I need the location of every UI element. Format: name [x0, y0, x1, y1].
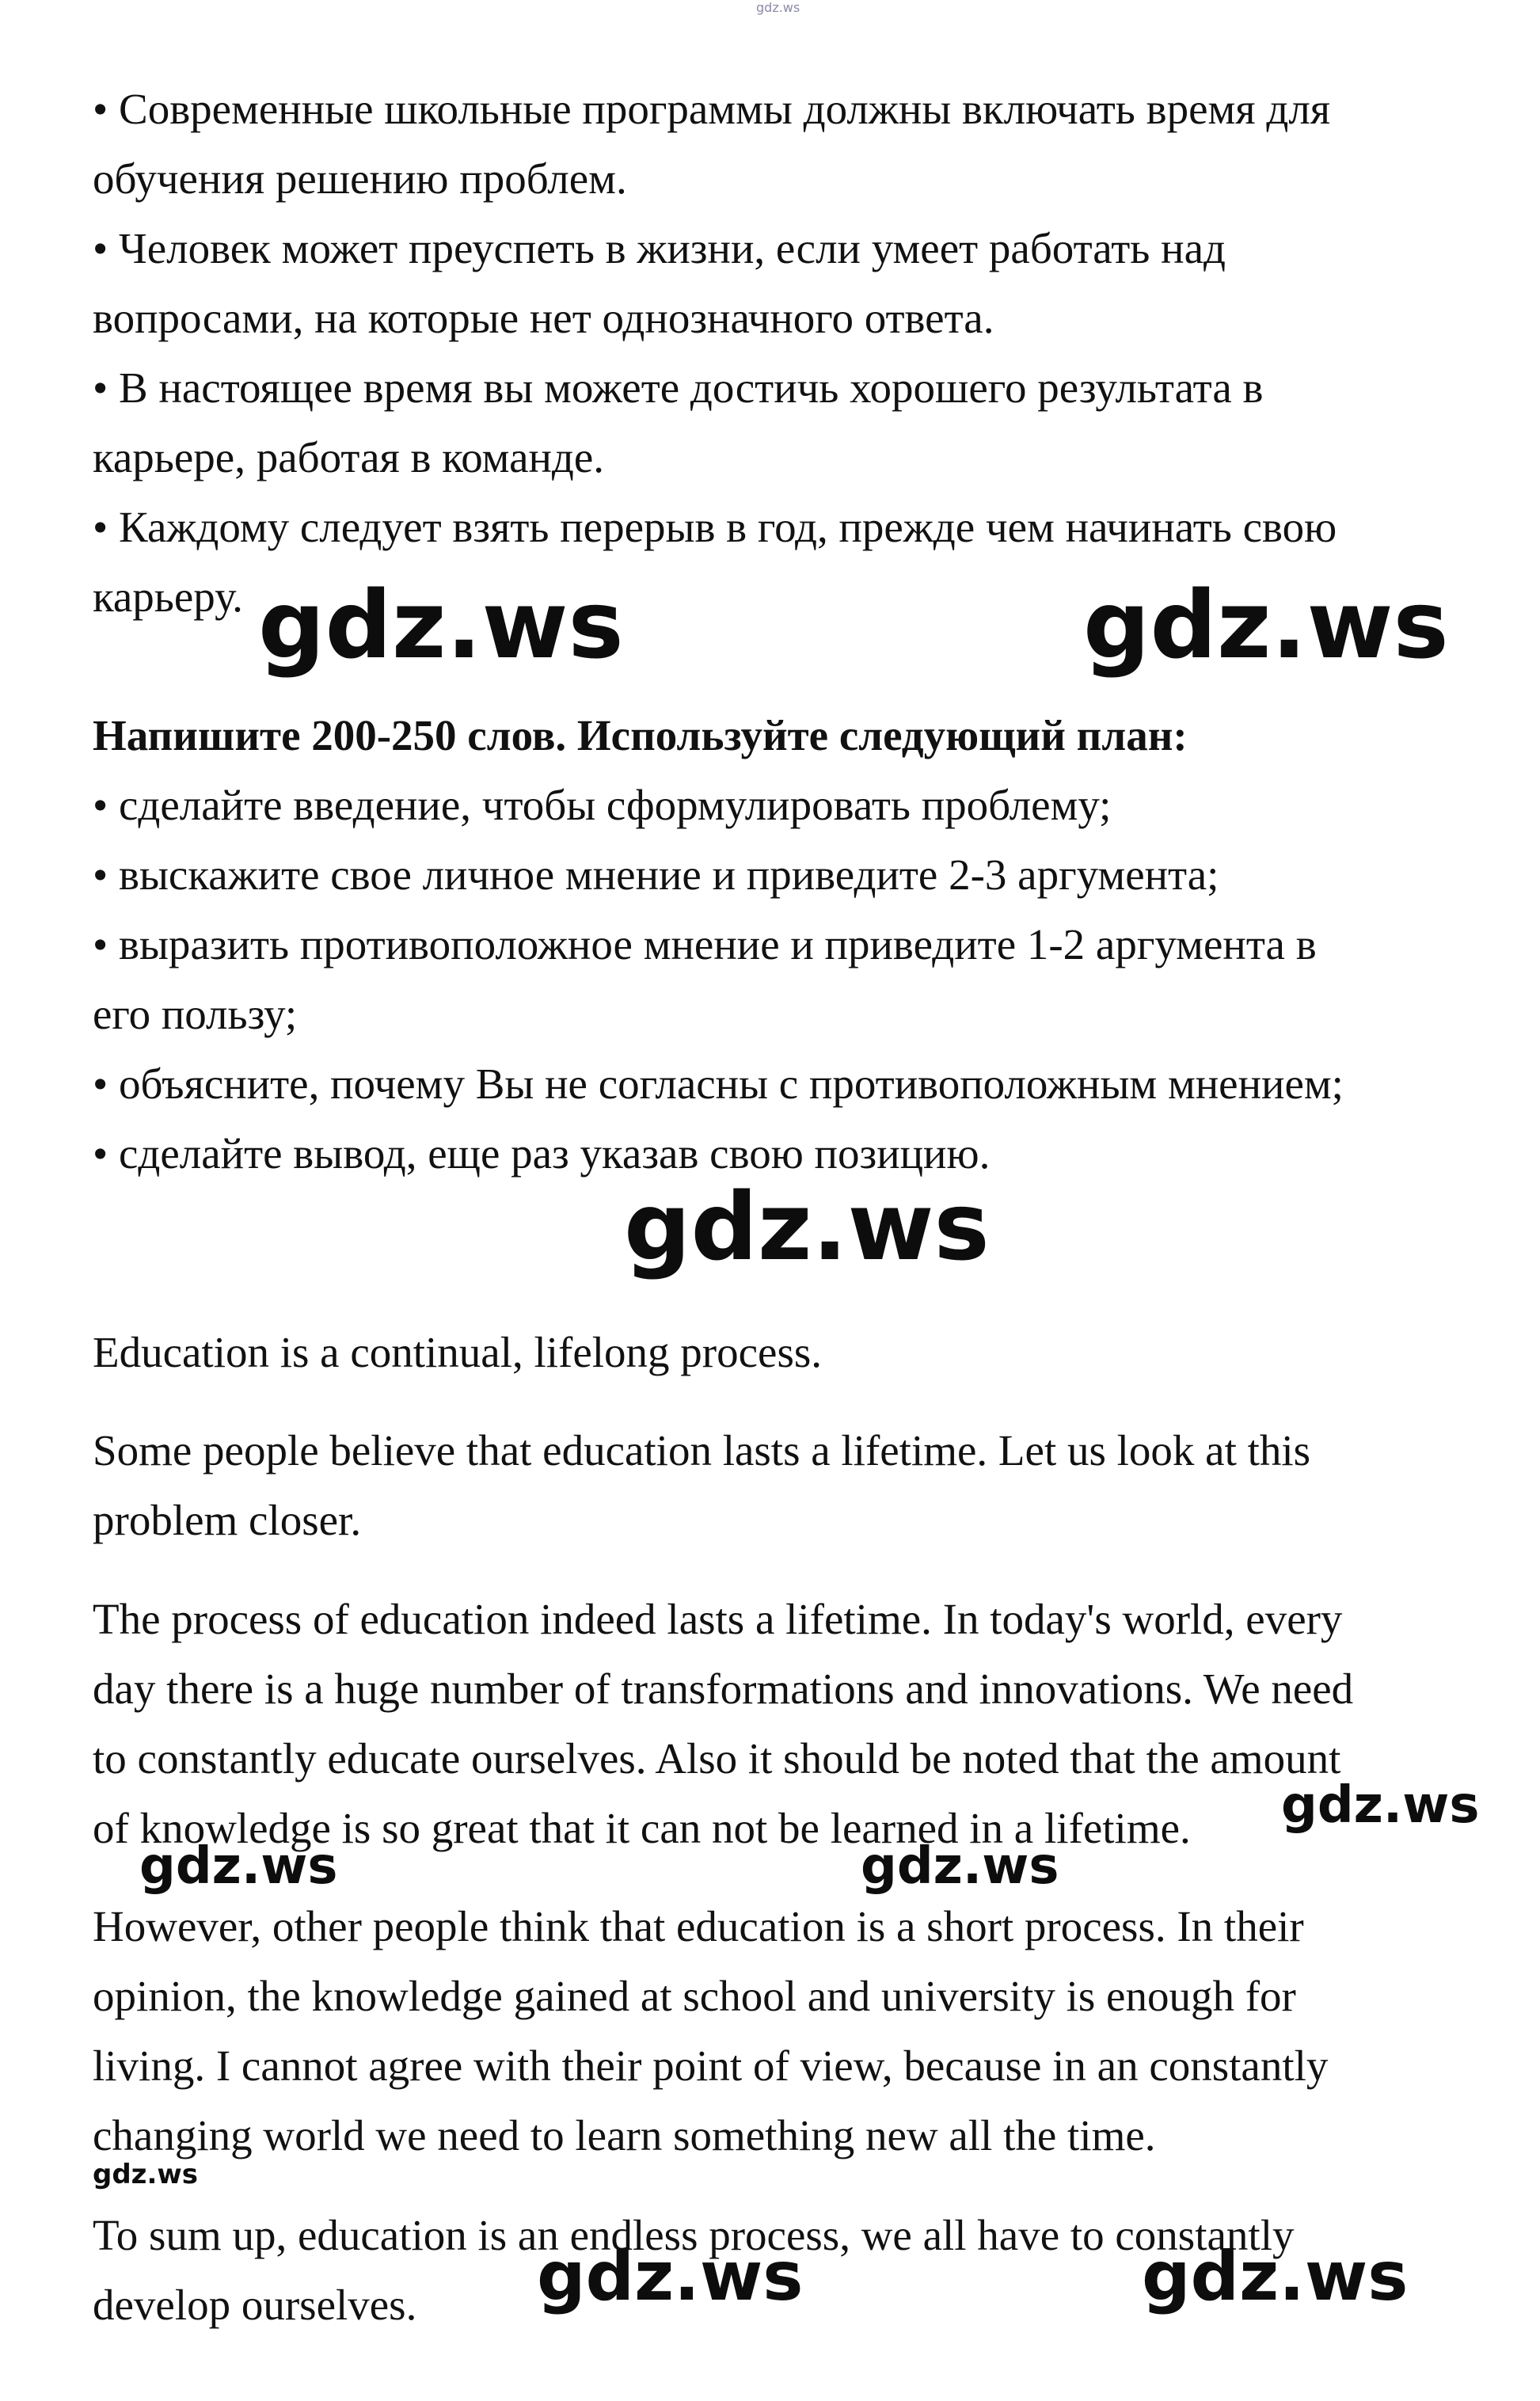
watermark-large-5: gdz.ws — [1142, 2237, 1409, 2316]
plan-heading: Напишите 200-250 слов. Используйте следующий план: — [93, 711, 1188, 759]
plan-line-3: • выразить противоположное мнение и приведите 1-2 аргумента в — [93, 920, 1317, 968]
watermark-top: gdz.ws — [756, 0, 800, 15]
essay-conclusion-line-2: develop ourselves. — [93, 2281, 417, 2329]
plan-line-6: • сделайте вывод, еще раз указав свою позицию. — [93, 1129, 991, 1178]
ru-line-4: вопросами, на которые нет однозначного ответа. — [93, 294, 994, 342]
essay-body1-line-3: to constantly educate ourselves. Also it should be noted that the amount — [93, 1734, 1341, 1783]
ru-line-8: карьеру. — [93, 573, 243, 621]
essay-body2-line-2: opinion, the knowledge gained at school and university is enough for — [93, 1972, 1296, 2020]
essay-body2-line-3: living. I cannot agree with their point of view, because in an constantly — [93, 2041, 1329, 2090]
essay-body1-line-4: of knowledge is so great that it can not be learned in a lifetime. — [93, 1804, 1191, 1852]
watermark-small-1: gdz.ws — [93, 2159, 199, 2190]
ru-line-2: обучения решению проблем. — [93, 154, 627, 203]
watermark-medium-3: gdz.ws — [861, 1837, 1059, 1896]
essay-body2-line-1: However, other people think that education is a short process. In their — [93, 1902, 1304, 1950]
watermark-large-2: gdz.ws — [1083, 570, 1449, 679]
essay-intro-line-1: Some people believe that education lasts a lifetime. Let us look at this — [93, 1426, 1311, 1474]
watermark-large-3: gdz.ws — [624, 1172, 990, 1281]
plan-line-1: • сделайте введение, чтобы сформулировать проблему; — [93, 781, 1112, 829]
plan-line-2: • выскажите свое личное мнение и приведите 2-3 аргумента; — [93, 850, 1219, 899]
essay-body1-line-1: The process of education indeed lasts a lifetime. In today's world, every — [93, 1595, 1343, 1643]
ru-line-6: карьере, работая в команде. — [93, 433, 605, 481]
plan-line-5: • объясните, почему Вы не согласны с противоположным мнением; — [93, 1060, 1344, 1108]
plan-line-4: его пользу; — [93, 990, 298, 1038]
essay-intro-line-2: problem closer. — [93, 1496, 362, 1544]
watermark-medium-2: gdz.ws — [139, 1837, 338, 1896]
ru-line-1: • Современные школьные программы должны включать время для — [93, 85, 1331, 133]
watermark-medium-1: gdz.ws — [1281, 1776, 1480, 1835]
essay-conclusion-line-1: To sum up, education is an endless process, we all have to constantly — [93, 2211, 1295, 2259]
watermark-large-4: gdz.ws — [537, 2237, 804, 2316]
ru-line-3: • Человек может преуспеть в жизни, если умеет работать над — [93, 224, 1226, 272]
watermark-large-1: gdz.ws — [258, 570, 624, 679]
essay-body2-line-4: changing world we need to learn something new all the time. — [93, 2111, 1156, 2159]
essay-body1-line-2: day there is a huge number of transformations and innovations. We need — [93, 1665, 1354, 1713]
ru-line-7: • Каждому следует взять перерыв в год, прежде чем начинать свою — [93, 503, 1337, 551]
essay-title-line: Education is a continual, lifelong process. — [93, 1328, 823, 1376]
ru-line-5: • В настоящее время вы можете достичь хорошего результата в — [93, 363, 1264, 412]
